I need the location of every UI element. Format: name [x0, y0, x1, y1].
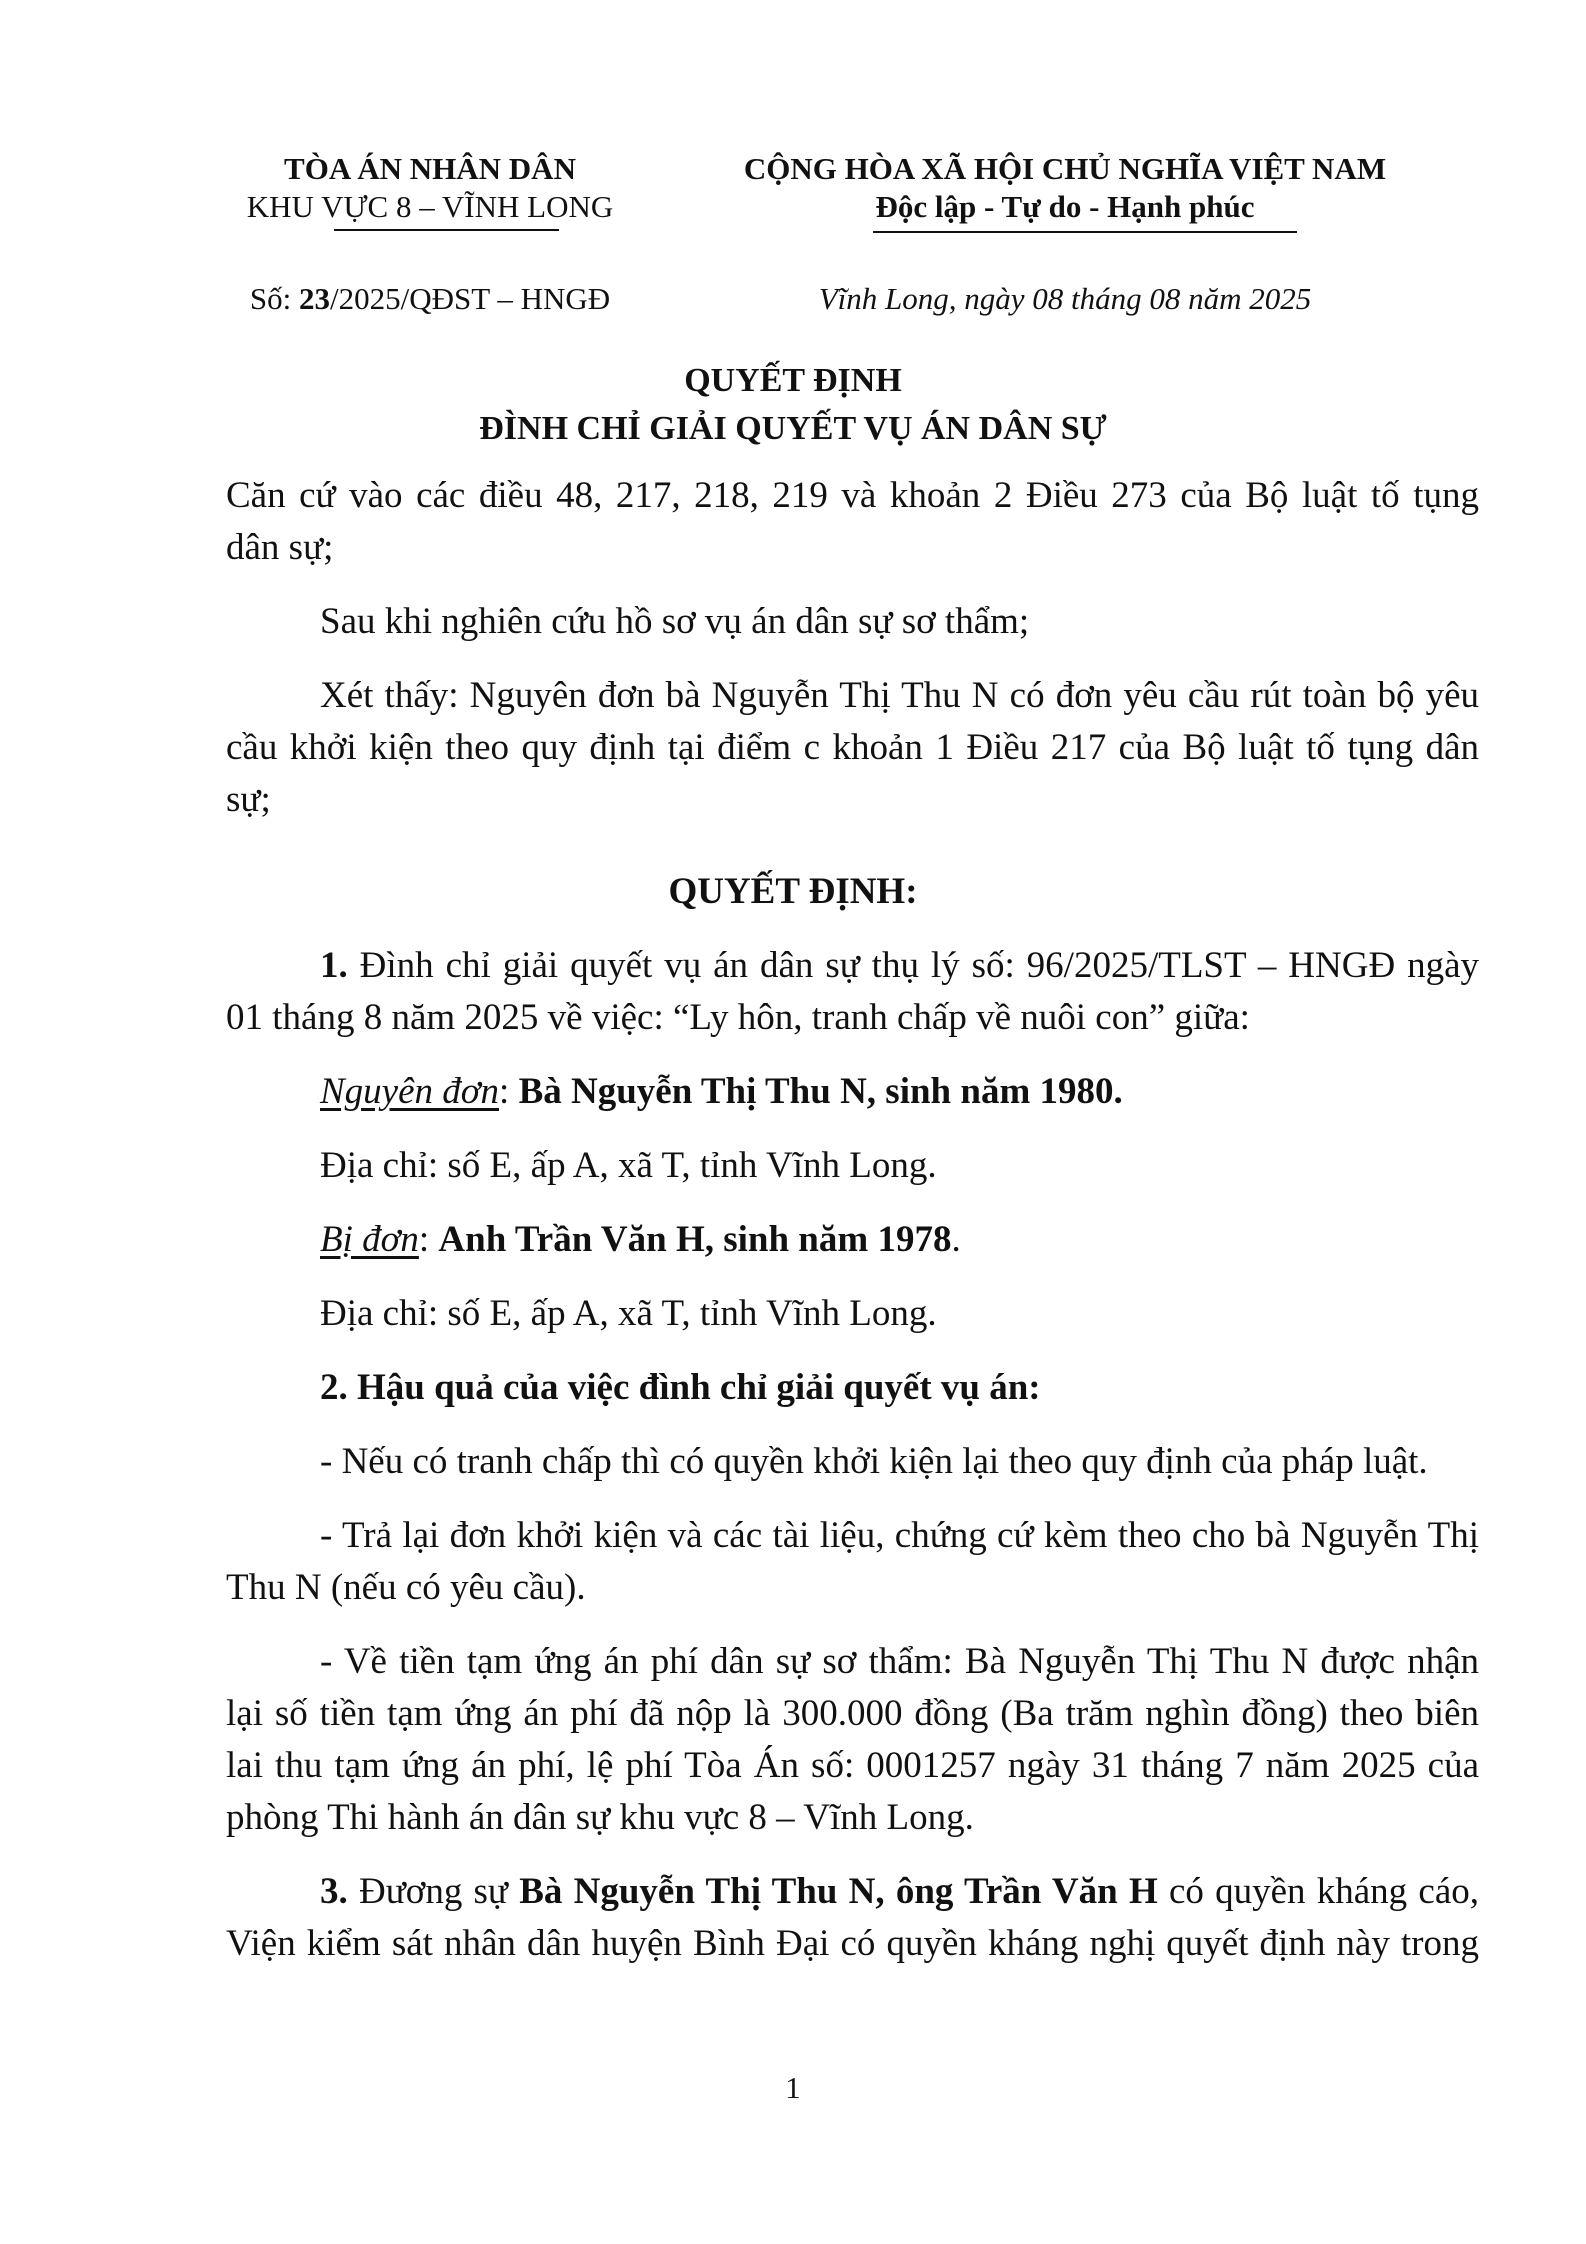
plaintiff-sep: : [499, 1071, 519, 1112]
basis-line-1: Căn cứ vào các điều 48, 217, 218, 219 và khoản 2 Điều 273 của Bộ luật tố tụng [226, 475, 1479, 516]
doc-title: QUYẾT ĐỊNH [684, 362, 902, 399]
plaintiff-label: Nguyên đơn [320, 1071, 500, 1112]
defendant-end: . [951, 1219, 961, 1260]
motto-underline [873, 231, 1297, 233]
item1-num: 1. [320, 945, 348, 986]
defendant-line [320, 1214, 961, 1266]
item2-bullet-2-line-2: Thu N (nếu có yêu cầu). [226, 1567, 586, 1608]
court-region: KHU VỰC 8 – VĨNH LONG [246, 189, 614, 224]
item3-line-2: Viện kiểm sát nhân dân huyện Bình Đại có quyền kháng nghị quyết định này trong [226, 1923, 1479, 1964]
defendant-name: Anh Trần Văn H, sinh năm 1978 [438, 1219, 952, 1260]
item3-text-a: Đương sự [347, 1871, 520, 1912]
item2-bullet-3-line-4: phòng Thi hành án dân sự khu vực 8 – Vĩnh Long. [226, 1797, 974, 1838]
consider-line-1: Xét thấy: Nguyên đơn bà Nguyễn Thị Thu N có đơn yêu cầu rút toàn bộ yêu [320, 675, 1479, 716]
item2-bullet-1: - Nếu có tranh chấp thì có quyền khởi kiện lại theo quy định của pháp luật. [320, 1441, 1428, 1482]
country-name: CỘNG HÒA XÃ HỘI CHỦ NGHĨA VIỆT NAM [743, 151, 1387, 186]
national-motto: Độc lập - Tự do - Hạnh phúc [875, 189, 1255, 224]
place-date: Vĩnh Long, ngày 08 tháng 08 năm 2025 [818, 281, 1312, 316]
number-suffix: /2025/QĐST – HNGĐ [329, 281, 611, 316]
item2-bullet-3-line-2: lại số tiền tạm ứng án phí đã nộp là 300.000 đồng (Ba trăm nghìn đồng) theo biên [226, 1693, 1479, 1734]
basis-line-2: dân sự; [226, 527, 334, 568]
item3-line-1 [320, 1866, 1479, 1918]
plaintiff-address: Địa chỉ: số E, ấp A, xã T, tỉnh Vĩnh Long. [320, 1145, 937, 1186]
item2-bullet-3-line-1: - Về tiền tạm ứng án phí dân sự sơ thẩm: Bà Nguyễn Thị Thu N được nhận [320, 1641, 1479, 1682]
consider-line-3: sự; [226, 779, 271, 820]
item3-num: 3. [320, 1871, 348, 1912]
decision-heading: QUYẾT ĐỊNH: [668, 871, 918, 912]
doc-subtitle: ĐÌNH CHỈ GIẢI QUYẾT VỤ ÁN DÂN SỰ [479, 410, 1107, 447]
consider-line-2: cầu khởi kiện theo quy định tại điểm c khoản 1 Điều 217 của Bộ luật tố tụng dân [226, 727, 1479, 768]
number-bold: 23 [298, 281, 330, 316]
item2-bullet-2-line-1: - Trả lại đơn khởi kiện và các tài liệu, chứng cứ kèm theo cho bà Nguyễn Thị [320, 1515, 1479, 1556]
item3-text-b: có quyền kháng cáo, [1157, 1871, 1479, 1912]
study-line: Sau khi nghiên cứu hồ sơ vụ án dân sự sơ thẩm; [320, 601, 1030, 642]
item2-bullet-3-line-3: lai thu tạm ứng án phí, lệ phí Tòa Án số: 0001257 ngày 31 tháng 7 năm 2025 của [226, 1745, 1479, 1786]
page-number: 1 [785, 2070, 801, 2105]
defendant-sep: : [418, 1219, 439, 1260]
defendant-address: Địa chỉ: số E, ấp A, xã T, tỉnh Vĩnh Long. [320, 1293, 937, 1334]
court-underline [334, 229, 559, 231]
item1-line-1 [320, 940, 1479, 992]
number-prefix: Số: [249, 281, 299, 316]
court-name: TÒA ÁN NHÂN DÂN [284, 151, 576, 186]
item1-text: Đình chỉ giải quyết vụ án dân sự thụ lý số: 96/2025/TLST – HNGĐ ngày [347, 945, 1479, 986]
decision-number [210, 280, 650, 318]
item3-parties: Bà Nguyễn Thị Thu N, ông Trần Văn H [519, 1871, 1158, 1912]
item1-line-2: 01 tháng 8 năm 2025 về việc: “Ly hôn, tranh chấp về nuôi con” giữa: [226, 997, 1250, 1038]
plaintiff-name: Bà Nguyễn Thị Thu N, sinh năm 1980. [518, 1071, 1123, 1112]
defendant-label: Bị đơn [320, 1219, 419, 1260]
item2-heading: 2. Hậu quả của việc đình chỉ giải quyết vụ án: [320, 1367, 1041, 1408]
plaintiff-line [320, 1066, 1123, 1118]
